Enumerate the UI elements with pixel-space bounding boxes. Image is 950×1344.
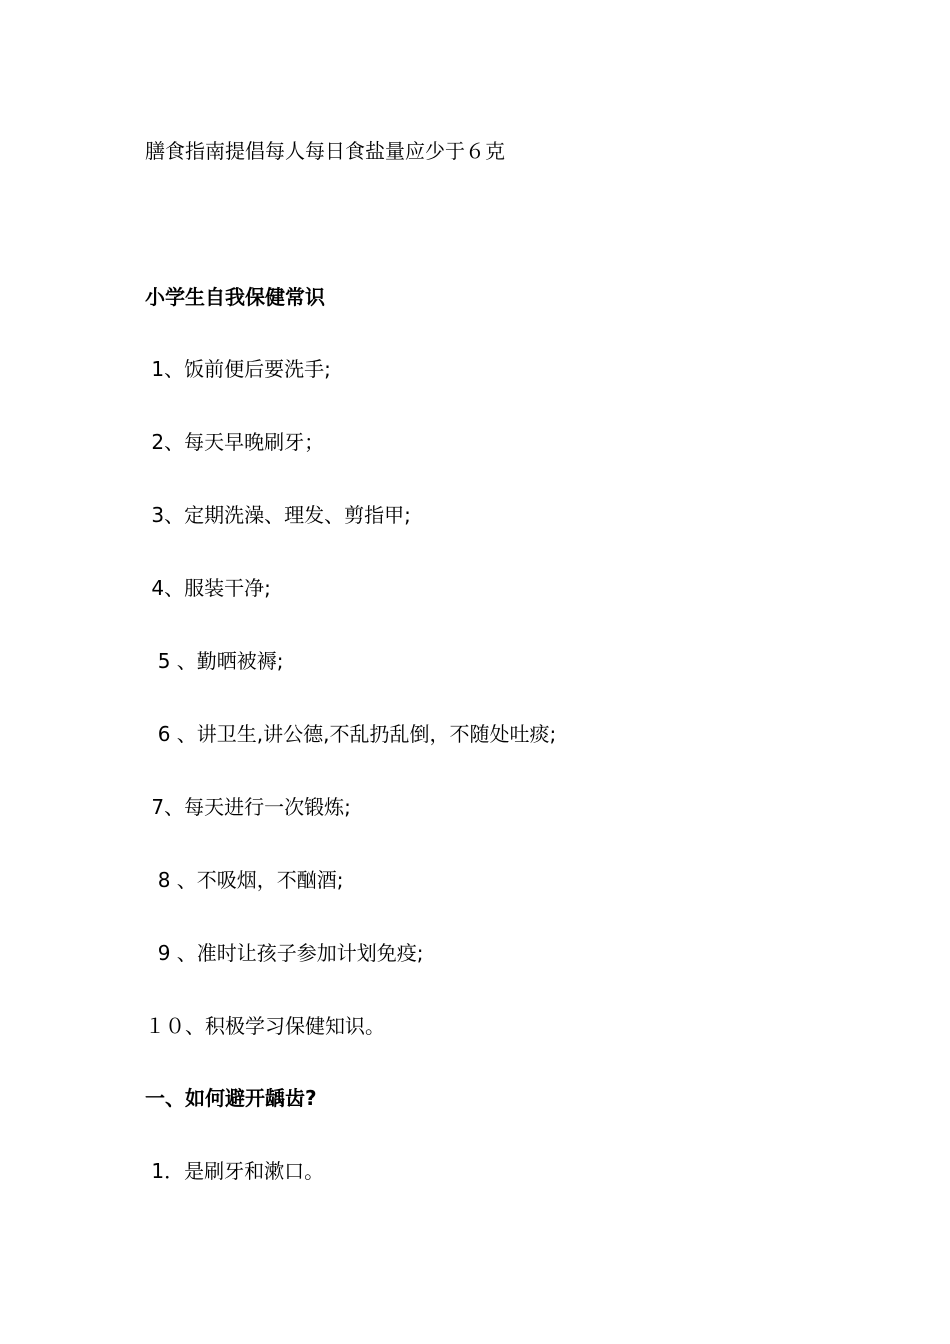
answer-text: 1．是刷牙和漱口。 (145, 1159, 325, 1183)
list-item: 6 、讲卫生,讲公德,不乱扔乱倒，不随处吐痰; (145, 722, 557, 746)
subheading: 一、如何避开龋齿? (145, 1086, 317, 1110)
list-item: 9 、准时让孩子参加计划免疫; (145, 941, 424, 965)
intro-text: 膳食指南提倡每人每日食盐量应少于６克 (145, 139, 505, 163)
list-item: 2、每天早晚刷牙； (145, 430, 325, 454)
list-item: 4、服装干净; (145, 576, 271, 600)
list-item: 5 、勤晒被褥; (145, 649, 284, 673)
list-item: 3、定期洗澡、理发、剪指甲; (145, 503, 411, 527)
list-item: 1、饭前便后要洗手; (145, 357, 331, 381)
section-title: 小学生自我保健常识 (145, 285, 325, 309)
list-item: １０、积极学习保健知识。 (145, 1014, 385, 1038)
list-item: 7、每天进行一次锻炼; (145, 795, 351, 819)
list-item: 8 、不吸烟，不酗酒; (145, 868, 344, 892)
